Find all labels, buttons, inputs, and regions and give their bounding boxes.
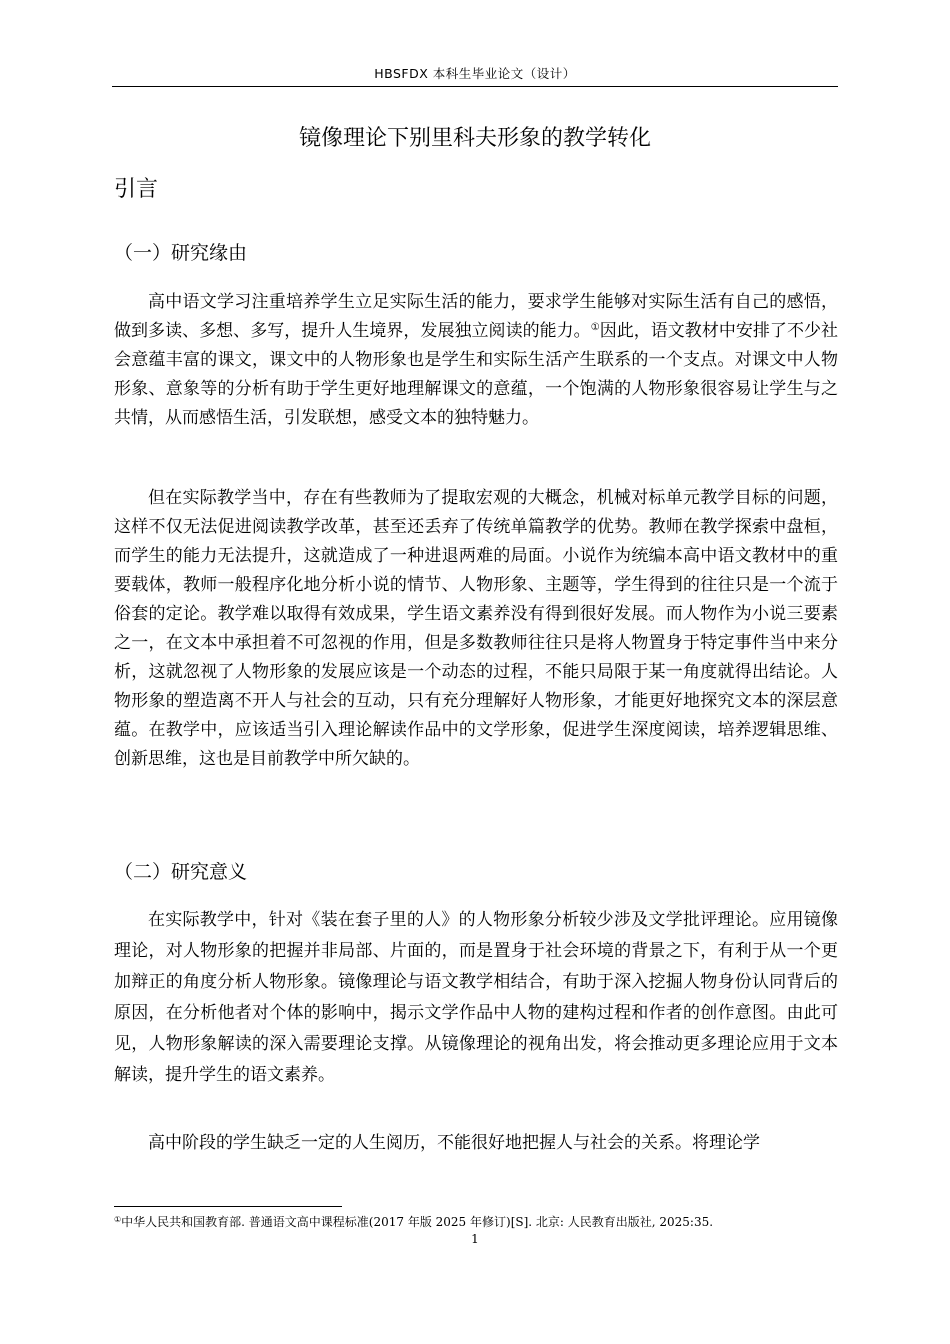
footnote-divider [114, 1206, 342, 1207]
paragraph: 高中阶段的学生缺乏一定的人生阅历，不能很好地把握人与社会的关系。将理论学 [148, 1133, 760, 1153]
paragraph: 但在实际教学当中，存在有些教师为了提取宏观的大概念，机械对标单元教学目标的问题，这样不仅无法促进阅读教学改革，甚至还丢弃了传统单篇教学的优势。教师在教学探索中盘桓，而学生的能力无法提升，这就造成了一种进退两难的局面。小说作为统编本高中语文教材中的重要载体，教师一般程序化地分析小说的情节、人物形象、主题等，学生得到的往往只是一个流于俗套的定论。教学难以取得有效成果，学生语文素养没有得到很好发展。而人物作为小说三要素之一，在文本中承担着不可忽视的作用，但是多数教师往往只是将人物置身于特定事件当中来分析，这就忽视了人物形象的发展应该是一个动态的过程，不能只局限于某一角度就得出结论。人物形象的塑造离不开人与社会的互动，只有充分理解好人物形象，才能更好地探究文本的深层意蕴。在教学中，应该适当引入理论解读作品中的文学形象，促进学生深度阅读，培养逻辑思维、创新思维，这也是目前教学中所欠缺的。 [114, 488, 838, 769]
paragraph-text: 高中语文学习注重培养学生立足实际生活的能力，要求学生能够对实际生活有自己的感悟，做到多读、多想、多写，提升人生境界，发展独立阅读的能力。 [114, 292, 838, 341]
footnote-reference: ① [590, 322, 600, 333]
page-header [112, 66, 838, 87]
page-number: 1 [471, 1232, 479, 1246]
footnote-marker: ① [114, 1215, 122, 1224]
paragraph [114, 288, 838, 433]
footnote [114, 1214, 840, 1230]
footnote-text: 中华人民共和国教育部. 普通语文高中课程标准(2017 年版 2025 年修订)[S]. 北京: 人民教育出版社, 2025:35. [121, 1215, 714, 1229]
paragraph-text: 因此，语文教材中安排了不少社会意蕴丰富的课文，课文中的人物形象也是学生和实际生活产生联系的一个支点。对课文中人物形象、意象等的分析有助于学生更好地理解课文的意蕴，一个饱满的人物形象很容易让学生与之共情，从而感悟生活，引发联想，感受文本的独特魅力。 [114, 321, 839, 428]
document-title: 镜像理论下别里科夫形象的教学转化 [298, 126, 651, 151]
paragraph: 在实际教学中，针对《装在套子里的人》的人物形象分析较少涉及文学批评理论。应用镜像理论，对人物形象的把握并非局部、片面的，而是置身于社会环境的背景之下，有利于从一个更加辩正的角度分析人物形象。镜像理论与语文教学相结合，有助于深入挖掘人物身份认同背后的原因，在分析他者对个体的影响中，揭示文学作品中人物的建构过程和作者的创作意图。由此可见，人物形象解读的深入需要理论支撑。从镜像理论的视角出发，将会推动更多理论应用于文本解读，提升学生的语文素养。 [114, 910, 838, 1085]
chapter-heading: 引言 [114, 177, 159, 202]
section-heading-significance: （二）研究意义 [114, 861, 248, 883]
header-text: HBSFDX 本科生毕业论文（设计） [374, 66, 576, 81]
section-heading-reason: （一）研究缘由 [114, 242, 248, 264]
